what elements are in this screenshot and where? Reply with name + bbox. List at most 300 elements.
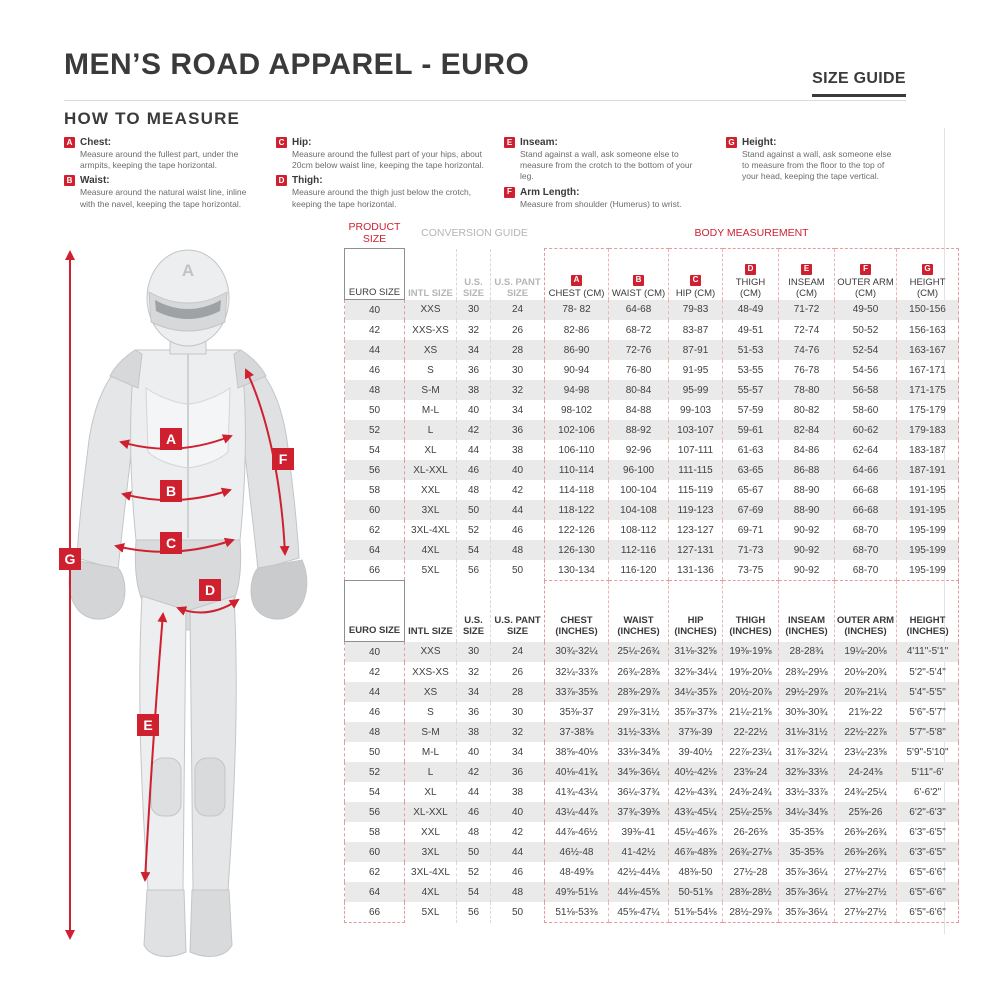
table-cell: 3XL <box>405 842 457 862</box>
table-cell: XXS <box>405 300 457 321</box>
column-header <box>897 581 959 642</box>
table-cell: 22⅞-23¼ <box>723 742 779 762</box>
table-cell: XXS-XS <box>412 666 449 678</box>
table-row <box>345 662 959 682</box>
table-cell: 48-49⅝ <box>545 862 609 882</box>
table-cell: 95-99 <box>669 380 723 400</box>
column-header <box>545 581 609 642</box>
table-cell: 86-90 <box>545 340 609 360</box>
column-header-label: OUTER ARM (INCHES) <box>836 614 895 637</box>
table-row <box>345 540 959 560</box>
table-cell: 26¾-27⅛ <box>723 842 779 862</box>
column-header-label: OUTER ARM (CM) <box>837 276 894 299</box>
table-cell: 32 <box>491 722 545 742</box>
table-cell: 50 <box>345 742 405 762</box>
table-cell: XL-XXL <box>405 802 457 822</box>
table-cell: 55-57 <box>723 380 779 400</box>
column-header <box>457 249 491 300</box>
table-cell: 46 <box>491 520 545 540</box>
measure-item-name: Chest: <box>80 137 112 148</box>
table-cell: 195-199 <box>897 540 959 560</box>
how-to-measure-heading: HOW TO MEASURE <box>64 109 241 128</box>
table-cell: 26 <box>491 320 545 340</box>
table-row <box>345 480 959 500</box>
table-cell: 78- 82 <box>545 300 609 321</box>
table-cell: 40 <box>345 642 405 663</box>
column-header <box>835 581 897 642</box>
column-header-label: CHEST (CM) <box>548 287 605 299</box>
table-cell: 58 <box>345 822 405 842</box>
table-cell: 112-116 <box>609 540 669 560</box>
table-cell: 66 <box>345 902 405 923</box>
table-cell: 64 <box>345 540 405 560</box>
table-cell: 29⅞-31½ <box>609 702 669 722</box>
table-cell: 6'3"-6'5" <box>897 822 959 842</box>
table-row <box>345 902 959 923</box>
table-cell: 32 <box>457 320 491 340</box>
column-header <box>723 581 779 642</box>
table-cell: 32 <box>491 380 545 400</box>
table-cell: 50 <box>457 842 491 862</box>
table-cell: 52 <box>345 762 405 782</box>
conversion-guide-header: CONVERSION GUIDE <box>421 227 528 240</box>
table-cell: 20⅞-21¼ <box>835 682 897 702</box>
table-cell: 38 <box>491 782 545 802</box>
measure-letter-badge: A <box>571 275 582 286</box>
table-cell: 68-70 <box>835 540 897 560</box>
table-cell: 35-35⅜ <box>779 842 835 862</box>
column-header <box>405 581 457 642</box>
table-cell: 35⅞-36¼ <box>779 862 835 882</box>
inches-table-body <box>345 642 959 923</box>
table-cell: 46 <box>457 460 491 480</box>
table-cell: 48 <box>345 380 405 400</box>
table-cell: 167-171 <box>897 360 959 380</box>
table-cell: 52 <box>457 520 491 540</box>
table-cell: 80-82 <box>779 400 835 420</box>
table-row <box>345 722 959 742</box>
table-cell: 127-131 <box>669 540 723 560</box>
table-cell: 131-136 <box>669 560 723 581</box>
table-cell: 54 <box>457 882 491 902</box>
table-cell: S <box>427 706 434 718</box>
table-cell: 163-167 <box>897 340 959 360</box>
helmet-logo: A <box>181 261 195 280</box>
measure-column-4 <box>726 137 910 214</box>
table-cell: 49-50 <box>835 300 897 321</box>
table-cell: 114-118 <box>545 480 609 500</box>
column-header-label: CHEST (INCHES) <box>555 614 598 637</box>
size-guide-tab[interactable]: SIZE GUIDE <box>812 70 906 97</box>
figure-badge-e: E <box>143 717 153 733</box>
inches-column-header-row <box>345 581 959 642</box>
table-cell: 56 <box>457 560 491 581</box>
table-cell: 6'5"-6'6" <box>897 862 959 882</box>
table-cell: 41-42½ <box>609 842 669 862</box>
table-cell: 38 <box>491 440 545 460</box>
table-cell: 24⅜-24¾ <box>723 782 779 802</box>
column-header-label: INTL SIZE <box>408 287 453 299</box>
column-header <box>723 249 779 300</box>
table-cell: 84-88 <box>609 400 669 420</box>
table-row <box>345 380 959 400</box>
table-cell: 118-122 <box>545 500 609 520</box>
table-cell: 50 <box>345 400 405 420</box>
table-cell: 41¾-43¼ <box>545 782 609 802</box>
rider-silhouette <box>38 238 346 976</box>
page-title: MEN’S ROAD APPAREL - EURO <box>64 48 530 81</box>
column-header <box>491 249 545 300</box>
measure-letter-badge: B <box>633 275 644 286</box>
body-measurement-header: BODY MEASUREMENT <box>694 226 809 239</box>
table-cell: 42⅛-43¾ <box>669 782 723 802</box>
measure-letter-badge: C <box>690 275 701 286</box>
table-cell: 36¼-37¾ <box>609 782 669 802</box>
table-row <box>345 742 959 762</box>
table-cell: 62 <box>345 862 405 882</box>
table-cell: 27⅛-27½ <box>835 882 897 902</box>
table-cell: 86-88 <box>779 460 835 480</box>
table-cell: 63-65 <box>723 460 779 480</box>
size-tables-section <box>344 218 959 923</box>
table-cell: 40½-42⅛ <box>669 762 723 782</box>
table-cell: 48 <box>345 722 405 742</box>
measure-item-thigh <box>276 175 486 209</box>
table-cell: 26 <box>491 662 545 682</box>
table-cell: 26¾-28⅜ <box>609 662 669 682</box>
measure-item-name: Hip: <box>292 137 312 148</box>
column-header <box>609 249 669 300</box>
table-cell: 58-60 <box>835 400 897 420</box>
table-cell: 48 <box>491 540 545 560</box>
table-cell: S-M <box>405 380 457 400</box>
table-cell: 60 <box>345 842 405 862</box>
measure-letter-badge: E <box>504 137 515 148</box>
column-header <box>669 249 723 300</box>
measure-item-name: Arm Length: <box>520 186 580 198</box>
table-cell: 40⅛-41¾ <box>545 762 609 782</box>
column-header <box>545 249 609 300</box>
table-cell: 6'3"-6'5" <box>897 842 959 862</box>
column-header <box>779 581 835 642</box>
table-row <box>345 702 959 722</box>
table-cell: 116-120 <box>609 560 669 581</box>
table-cell: 54-56 <box>835 360 897 380</box>
figure-badge-b: B <box>165 483 177 499</box>
column-header-label: HEIGHT (CM) <box>909 276 946 299</box>
table-row <box>345 882 959 902</box>
inches-header-body <box>345 581 959 642</box>
table-cell: 40 <box>345 300 405 321</box>
table-cell: 6'5"-6'6" <box>897 902 959 923</box>
table-row <box>345 802 959 822</box>
table-cell: 44⅛-45⅝ <box>609 882 669 902</box>
table-row <box>345 440 959 460</box>
table-row <box>345 560 959 581</box>
table-cell: 57-59 <box>723 400 779 420</box>
table-cell: 33⅛-34⅝ <box>609 742 669 762</box>
table-cell: 20⅛-20¾ <box>835 662 897 682</box>
table-cell: 103-107 <box>669 420 723 440</box>
table-cell: 40 <box>457 400 491 420</box>
table-cell: 52-54 <box>835 340 897 360</box>
table-cell: 122-126 <box>545 520 609 540</box>
cm-column-header-row <box>345 249 959 300</box>
table-cell: 5'9"-5'10" <box>897 742 959 762</box>
table-cell: 24¾-25¼ <box>835 782 897 802</box>
table-cell: 171-175 <box>897 380 959 400</box>
column-header-label: HIP (CM) <box>675 287 716 299</box>
figure-badge-c: C <box>165 535 177 551</box>
table-cell: 60-62 <box>835 420 897 440</box>
table-cell: 35⅜-37 <box>545 702 609 722</box>
column-header <box>779 249 835 300</box>
table-cell: 25⅝-26 <box>835 802 897 822</box>
measure-item-desc: Measure around the fullest part of your hips, about 20cm below waist line, keeping the tape horizontal. <box>292 149 484 171</box>
table-cell: 30 <box>457 642 491 663</box>
table-cell: 31⅞-32¼ <box>779 742 835 762</box>
table-cell: 64-68 <box>609 300 669 321</box>
table-cell: 72-76 <box>609 340 669 360</box>
table-cell: 3XL-4XL <box>411 866 450 878</box>
table-cell: 42 <box>457 420 491 440</box>
table-cell: 4'11"-5'1" <box>897 642 959 663</box>
table-row <box>345 320 959 340</box>
table-cell: 37-38⅝ <box>545 722 609 742</box>
cm-table-body <box>345 300 959 581</box>
measure-item-hip <box>276 137 486 171</box>
table-cell: 43¾-45¼ <box>669 802 723 822</box>
table-cell: 4XL <box>405 882 457 902</box>
table-cell: 44⅞-46½ <box>545 822 609 842</box>
table-cell: 49-51 <box>723 320 779 340</box>
measure-item-inseam <box>504 137 708 183</box>
table-cell: 74-76 <box>779 340 835 360</box>
table-cell: 52 <box>345 420 405 440</box>
table-cell: 39-40½ <box>669 742 723 762</box>
table-cell: 42 <box>345 320 405 340</box>
table-row <box>345 642 959 663</box>
table-cell: M-L <box>421 746 440 758</box>
table-cell: 5'4"-5'5" <box>897 682 959 702</box>
table-cell: 68-70 <box>835 520 897 540</box>
table-cell: 44 <box>345 682 405 702</box>
table-cell: 46 <box>345 360 405 380</box>
table-cell: 71-72 <box>779 300 835 321</box>
column-header <box>457 581 491 642</box>
table-cell: 110-114 <box>545 460 609 480</box>
table-cell: 179-183 <box>897 420 959 440</box>
table-cell: 30 <box>457 300 491 321</box>
table-cell: 53-55 <box>723 360 779 380</box>
table-cell: 44 <box>457 782 491 802</box>
table-cell: 24 <box>491 300 545 321</box>
table-cell: 40 <box>491 802 545 822</box>
how-to-measure-section <box>64 137 910 214</box>
table-cell: 119-123 <box>669 500 723 520</box>
table-cell: 30 <box>491 702 545 722</box>
column-header <box>897 249 959 300</box>
table-cell: 30⅜-30¾ <box>779 702 835 722</box>
measure-column-1 <box>64 137 276 214</box>
table-row <box>345 762 959 782</box>
table-cell: 102-106 <box>545 420 609 440</box>
table-cell: 84-86 <box>779 440 835 460</box>
table-cell: 183-187 <box>897 440 959 460</box>
table-cell: 27⅛-27½ <box>835 902 897 923</box>
table-cell: 56 <box>345 802 405 822</box>
table-cell: 27⅛-27½ <box>835 862 897 882</box>
measure-letter-badge: F <box>860 264 871 275</box>
table-cell: 191-195 <box>897 480 959 500</box>
table-cell: 44 <box>457 440 491 460</box>
table-cell: 49⅝-51⅛ <box>545 882 609 902</box>
measure-item-name: Thigh: <box>292 175 323 187</box>
table-cell: 150-156 <box>897 300 959 321</box>
table-cell: 60 <box>345 500 405 520</box>
table-row <box>345 460 959 480</box>
measure-letter-badge: D <box>276 175 287 186</box>
measure-item-desc: Measure around the natural waist line, inline with the navel, keeping the tape horizontal. <box>80 187 247 209</box>
size-table <box>344 218 959 923</box>
table-cell: 66-68 <box>835 480 897 500</box>
table-cell: 68-70 <box>835 560 897 581</box>
table-row <box>345 300 959 321</box>
table-cell: 36 <box>457 360 491 380</box>
table-cell: 6'-6'2" <box>897 782 959 802</box>
table-cell: 87-91 <box>669 340 723 360</box>
table-cell: 90-92 <box>779 520 835 540</box>
table-cell: 64-66 <box>835 460 897 480</box>
figure-badge-d: D <box>204 582 216 598</box>
figure-badge-g: G <box>64 551 76 567</box>
table-cell: 34⅝-36¼ <box>609 762 669 782</box>
measure-item-desc: Stand against a wall, ask someone else to measure from the crotch to the bottom of your leg. <box>520 149 693 182</box>
table-row <box>345 340 959 360</box>
table-cell: 72-74 <box>779 320 835 340</box>
table-row <box>345 400 959 420</box>
table-cell: 5XL <box>421 564 440 576</box>
table-cell: 39⅜-41 <box>609 822 669 842</box>
table-cell: S <box>427 364 434 376</box>
measure-letter-badge: D <box>745 264 756 275</box>
column-header-label: U.S. PANT SIZE <box>494 276 541 299</box>
table-cell: 3XL-4XL <box>411 524 450 536</box>
table-cell: 94-98 <box>545 380 609 400</box>
column-header <box>669 581 723 642</box>
table-cell: 156-163 <box>897 320 959 340</box>
table-cell: 126-130 <box>545 540 609 560</box>
table-cell: 31⅛-32⅝ <box>669 642 723 663</box>
column-header-label: WAIST (INCHES) <box>617 614 660 637</box>
table-cell: 19¼-20⅛ <box>835 642 897 663</box>
table-cell: 54 <box>345 782 405 802</box>
table-cell: 31½-33⅛ <box>609 722 669 742</box>
table-cell: 5XL <box>421 906 440 918</box>
header-divider <box>64 100 906 101</box>
table-cell: 30 <box>491 360 545 380</box>
table-cell: XL-XXL <box>405 460 457 480</box>
table-cell: 71-73 <box>723 540 779 560</box>
table-cell: 51⅝-54⅛ <box>669 902 723 923</box>
table-cell: 76-80 <box>609 360 669 380</box>
table-cell: 22-22½ <box>723 722 779 742</box>
measure-letter-badge: G <box>922 264 933 275</box>
table-cell: 6'5"-6'6" <box>897 882 959 902</box>
table-cell: 35-35⅜ <box>779 822 835 842</box>
column-header-label: INSEAM (CM) <box>788 276 825 299</box>
column-header-label: WAIST (CM) <box>611 287 666 299</box>
table-cell: 34¼-35⅞ <box>669 682 723 702</box>
table-cell: 25¼-26¾ <box>609 642 669 663</box>
table-cell: 45⅝-47¼ <box>609 902 669 923</box>
table-cell: 21¼-21⅝ <box>723 702 779 722</box>
rider-body <box>69 250 307 956</box>
table-cell: 42 <box>457 762 491 782</box>
table-cell: 44 <box>491 842 545 862</box>
measure-letter-badge: G <box>726 137 737 148</box>
column-header <box>405 249 457 300</box>
table-cell: 52 <box>457 862 491 882</box>
column-header-label: U.S. PANT SIZE <box>494 614 541 637</box>
column-header-label: INTL SIZE <box>408 625 453 637</box>
table-cell: 28⅜-29⅞ <box>609 682 669 702</box>
table-cell: 90-94 <box>545 360 609 380</box>
table-cell: 36 <box>491 420 545 440</box>
measure-item-desc: Measure around the thigh just below the crotch, keeping the tape horizontal. <box>292 187 472 209</box>
table-cell: XXS-XS <box>412 324 449 336</box>
table-cell: 26-26⅜ <box>723 822 779 842</box>
table-cell: 22½-22⅞ <box>835 722 897 742</box>
table-cell: 46 <box>345 702 405 722</box>
table-cell: 62-64 <box>835 440 897 460</box>
column-header-label: U.S. SIZE <box>462 276 485 299</box>
table-cell: 35⅞-37⅜ <box>669 702 723 722</box>
table-cell: L <box>405 420 457 440</box>
table-cell: 32¼-33⅞ <box>545 662 609 682</box>
table-cell: 40 <box>457 742 491 762</box>
table-cell: 115-119 <box>669 480 723 500</box>
measurement-figure <box>38 238 346 976</box>
table-cell: 38 <box>457 380 491 400</box>
table-cell: 76-78 <box>779 360 835 380</box>
table-cell: 28 <box>491 340 545 360</box>
table-cell: 38 <box>457 722 491 742</box>
table-cell: 26⅜-26¾ <box>835 842 897 862</box>
table-cell: 79-83 <box>669 300 723 321</box>
measure-letter-badge: C <box>276 137 287 148</box>
table-cell: 56-58 <box>835 380 897 400</box>
table-cell: 107-111 <box>669 440 723 460</box>
table-cell: XL <box>424 444 437 456</box>
table-cell: 21⅝-22 <box>835 702 897 722</box>
column-header <box>835 249 897 300</box>
column-header-label: HIP (INCHES) <box>674 614 717 637</box>
table-cell: 100-104 <box>609 480 669 500</box>
table-row <box>345 842 959 862</box>
table-cell: 187-191 <box>897 460 959 480</box>
table-cell: 65-67 <box>723 480 779 500</box>
column-header-label: INSEAM (INCHES) <box>785 614 828 637</box>
table-cell: 5'2"-5'4" <box>897 662 959 682</box>
column-header-label: EURO SIZE <box>348 287 401 299</box>
table-cell: 34 <box>491 742 545 762</box>
table-cell: 59-61 <box>723 420 779 440</box>
table-cell: 42½-44⅛ <box>609 862 669 882</box>
table-cell: 6'2"-6'3" <box>897 802 959 822</box>
table-cell: 31⅛-31½ <box>779 722 835 742</box>
table-row <box>345 420 959 440</box>
